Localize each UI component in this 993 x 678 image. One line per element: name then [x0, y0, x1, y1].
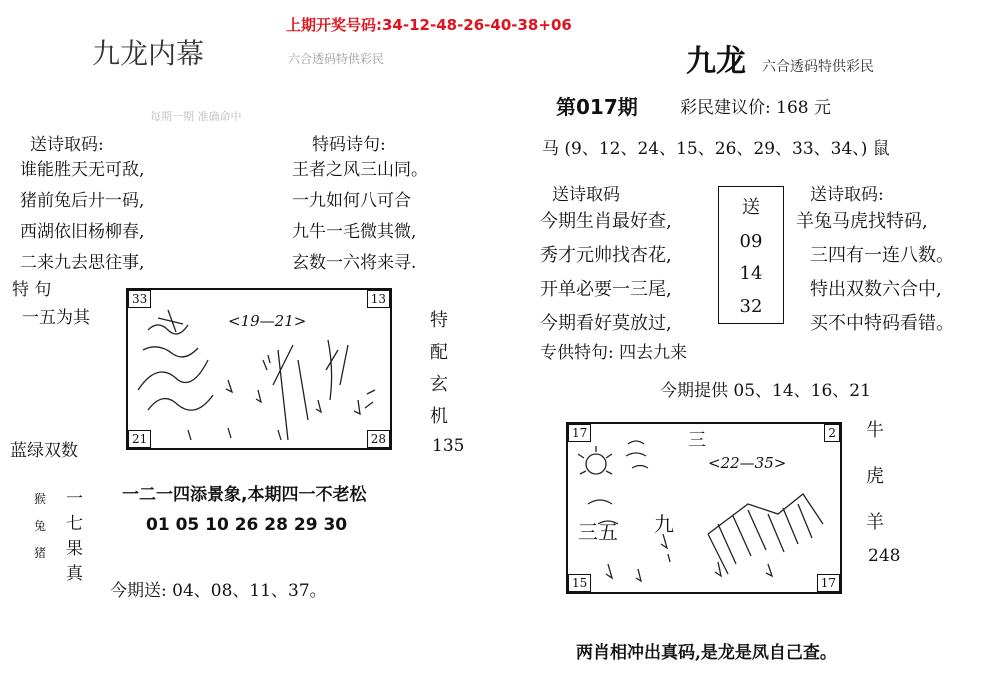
left-special-line: 九牛一毛微其微, [292, 222, 417, 242]
right-poem-heading-left: 送诗取码 [552, 185, 620, 205]
horse-line: 马 (9、12、24、15、26、29、33、34、) 鼠 [542, 139, 890, 159]
last-draw-numbers: 34-12-48-26-40-38+06 [382, 16, 572, 34]
left-sketch-label: <19—21> [228, 312, 307, 330]
right-poem-heading-right: 送诗取码: [810, 185, 884, 205]
side-char: 特 [430, 310, 448, 331]
left-subline: 每期一期 准确命中 [150, 110, 242, 123]
left-corner-bottom-left: 21 [128, 430, 151, 448]
left-picture-box [126, 288, 392, 450]
te-ju-text: 一五为其 [22, 308, 90, 328]
side-char: 羊 [866, 512, 884, 533]
zodiac-small [34, 490, 46, 561]
left-poem-line: 猪前兔后廾一码, [20, 191, 145, 211]
left-special-line: 王者之风三山同。 [292, 160, 428, 180]
left-special-poem [292, 155, 428, 273]
right-poem-line: 三四有一连八数。 [810, 245, 954, 266]
right-sketch-jiu: 九 [654, 512, 674, 536]
left-subtitle: 六合透码特供彩民 [288, 52, 385, 66]
left-corner-top-right: 13 [367, 290, 390, 308]
send-box [718, 186, 784, 324]
seven-fruit-char: 果 [66, 539, 83, 559]
today-send: 今期送: 04、08、11、37。 [110, 581, 327, 601]
left-corner-bottom-right: 28 [367, 430, 390, 448]
price-label: 彩民建议价: 168 元 [680, 98, 831, 118]
right-poem-line: 特出双数六合中, [810, 279, 942, 300]
left-poem-heading: 送诗取码: [30, 135, 104, 155]
side-char: 牛 [866, 420, 884, 441]
side-char: 配 [430, 342, 448, 363]
zodiac-char: 猴 [34, 492, 47, 506]
numbers-row: 01 05 10 26 28 29 30 [146, 515, 348, 535]
left-special-line: 一九如何八可合 [292, 191, 411, 211]
left-side-number: 135 [432, 436, 465, 456]
right-sketch-sanwu: 三五 [578, 520, 618, 544]
color-label: 蓝绿双数 [10, 441, 78, 461]
left-poem-line: 二来九去思往事, [20, 253, 145, 273]
send-box-item: 09 [739, 230, 763, 252]
side-char: 玄 [430, 374, 448, 395]
zodiac-char: 猪 [34, 546, 47, 560]
line-four: 一二一四添景象,本期四一不老松 [122, 485, 367, 505]
seven-fruit [66, 484, 83, 584]
right-subtitle: 六合透码特供彩民 [762, 59, 874, 75]
right-corner-top-right: 2 [824, 424, 840, 442]
right-poem-left [540, 207, 672, 335]
issue-number: 第017期 [556, 95, 638, 119]
zodiac-char: 兔 [34, 519, 47, 533]
send-box-item: 14 [739, 263, 763, 285]
left-poem-line: 谁能胜天无可敌, [20, 160, 145, 180]
te-ju-label: 特 句 [12, 280, 52, 300]
right-side-number: 248 [868, 546, 901, 566]
side-char: 机 [430, 406, 448, 427]
left-title: 九龙内幕 [92, 37, 205, 70]
right-footer: 两肖相冲出真码,是龙是凤自己查。 [576, 643, 837, 663]
right-poem-line: 秀才元帅找杏花, [540, 245, 672, 266]
right-corner-top-left: 17 [568, 424, 591, 442]
left-poem-line: 西湖依旧杨柳春, [20, 222, 145, 242]
left-corner-top-left: 33 [128, 290, 151, 308]
send-box-item: 32 [739, 296, 763, 318]
right-poem-right [796, 207, 954, 335]
seven-fruit-char: 一 [66, 489, 83, 509]
right-title: 九龙 [686, 44, 746, 79]
left-poem [20, 155, 144, 273]
right-poem-line: 今期看好莫放过, [540, 313, 672, 334]
left-special-line: 玄数一六将来寻. [292, 253, 417, 273]
last-draw-label: 上期开奖号码: [286, 16, 382, 34]
seven-fruit-char: 七 [66, 514, 83, 534]
right-corner-bottom-left: 15 [568, 574, 591, 592]
special-sentence: 专供特句: 四去九来 [540, 343, 688, 363]
left-side-vertical [430, 306, 448, 428]
right-side-vertical [866, 416, 884, 534]
left-special-heading: 特码诗句: [312, 135, 386, 155]
right-sketch-label: <22—35> [708, 454, 787, 472]
provide-line: 今期提供 05、14、16、21 [660, 381, 871, 401]
right-picture-box [566, 422, 842, 594]
right-corner-bottom-right: 17 [817, 574, 840, 592]
send-box-item: 送 [742, 196, 760, 218]
side-char: 虎 [866, 466, 884, 487]
right-poem-line: 开单必要一三尾, [540, 279, 672, 300]
last-draw-banner [286, 14, 572, 35]
right-poem-line: 买不中特码看错。 [810, 313, 954, 334]
seven-fruit-char: 真 [66, 564, 83, 584]
right-poem-line: 羊兔马虎找特码, [796, 211, 928, 232]
right-sketch-san: 三 [688, 430, 706, 451]
right-poem-line: 今期生肖最好查, [540, 211, 672, 232]
